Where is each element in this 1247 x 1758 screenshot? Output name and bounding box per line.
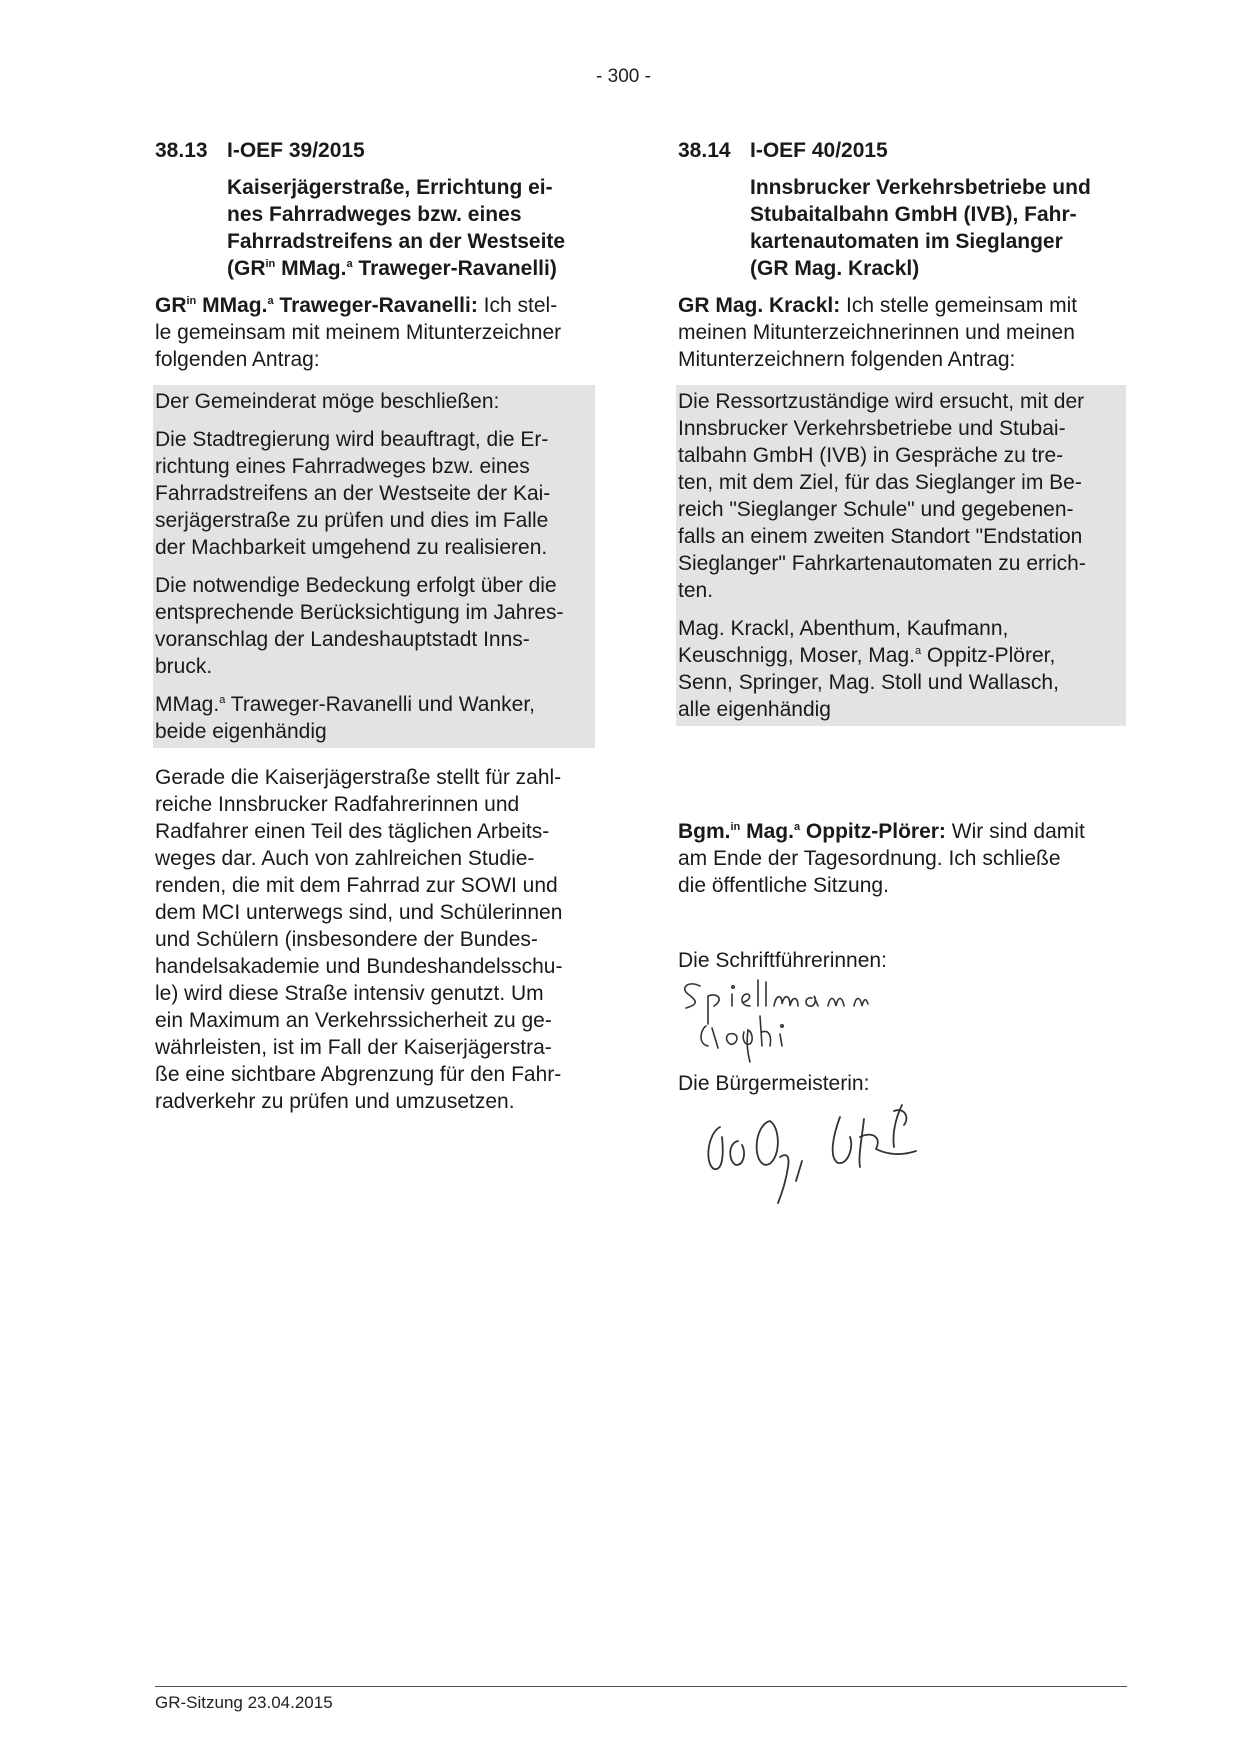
secretaries-signatures <box>678 974 978 1066</box>
left-column <box>155 138 595 1115</box>
footer-session-date: GR-Sitzung 23.04.2015 <box>155 1693 333 1712</box>
motion-signers: Mag. Krackl, Abenthum, Kaufmann, Keuschnigg, Moser, Mag.$^a$ Oppitz-Plörer, Senn, Springer, Mag. Stoll und Wallasch, alle eigenhändig <box>678 617 1059 721</box>
agenda-item-code: I-OEF 40/2015 <box>750 139 888 162</box>
agenda-item-number: 38.14 <box>678 139 731 162</box>
motion-intro: $GR^{in}$ MMag.$^a$ Traweger-Ravanelli: Ich stel- le gemeinsam mit meinem Mitunterzeichner folgenden Antrag: <box>155 294 562 371</box>
motion-rationale: Gerade die Kaiserjägerstraße stellt für zahl- reiche Innsbrucker Radfahrerinnen und Radfahrer einen Teil des täglichen Arbeits- weges dar. Auch von zahlreichen Studie- renden, die mit dem Fahrrad zur SOWI und dem MCI unterwegs sind, und Schülerinnen und Schülern (insbesondere der Bundes- handelsakademie und Bundeshandelsschu- le) wird diese Straße intensiv genutzt. Um ein Maximum an Verkehrssicherheit zu ge- währleisten, ist im Fall der Kaiserjägerstra- ße eine sichtbare Abgrenzung für den Fahr- radverkehr zu prüfen und umzusetzen. <box>155 766 563 1113</box>
motion-intro: GR Mag. Krackl: Ich stelle gemeinsam mit meinen Mitunterzeichnerinnen und meinen Mitunterzeichnern folgenden Antrag: <box>678 294 1078 371</box>
right-column <box>678 138 1126 1217</box>
agenda-item-heading <box>678 138 1126 164</box>
mayor-signature <box>678 1097 998 1217</box>
title-line: kartenautomaten im Sieglanger <box>750 230 1063 253</box>
motion-resolution: Der Gemeinderat möge beschließen: <box>155 390 500 413</box>
motion-box <box>676 385 1126 726</box>
closing-statement: Bgm.$^{in}$ Mag.$^a$ Oppitz-Plörer: Wir sind damit am Ende der Tagesordnung. Ich schließe die öffentliche Sitzung. <box>678 820 1085 897</box>
motion-box <box>153 385 595 748</box>
page-number: - 300 - <box>596 66 651 87</box>
title-line: Innsbrucker Verkehrsbetriebe und <box>750 176 1091 199</box>
agenda-item-code: I-OEF 39/2015 <box>227 139 365 162</box>
title-line: Stubaitalbahn GmbH (IVB), Fahr- <box>750 203 1077 226</box>
agenda-item-heading <box>155 138 595 164</box>
title-line: nes Fahrradweges bzw. eines <box>227 203 522 226</box>
agenda-item-title <box>227 174 595 282</box>
secretaries-label: Die Schriftführerinnen: <box>678 949 887 972</box>
motion-text: Die Stadtregierung wird beauftragt, die Er- richtung eines Fahrradweges bzw. eines Fahrradstreifens an der Westseite der Kai- serjägerstraße zu prüfen und dies im Falle der Machbarkeit umgehend zu realisieren. <box>155 428 551 559</box>
motion-funding: Die notwendige Bedeckung erfolgt über die entsprechende Berücksichtigung im Jahres- voranschlag der Landeshauptstadt Inns- bruck. <box>155 574 564 678</box>
mayor-label: Die Bürgermeisterin: <box>678 1072 870 1095</box>
agenda-item-title <box>750 174 1126 282</box>
agenda-item-number: 38.13 <box>155 139 208 162</box>
footer-divider <box>155 1686 1127 1687</box>
title-line: Fahrradstreifens an der Westseite <box>227 230 566 253</box>
title-line: (GR Mag. Krackl) <box>750 257 920 280</box>
title-line: Kaiserjägerstraße, Errichtung ei- <box>227 176 553 199</box>
motion-signers: MMag.$^a$ Traweger-Ravanelli und Wanker, beide eigenhändig <box>155 693 536 743</box>
motion-text: Die Ressortzuständige wird ersucht, mit der Innsbrucker Verkehrsbetriebe und Stubai- talbahn GmbH (IVB) in Gespräche zu tre- ten, mit dem Ziel, für das Sieglanger im Be- reich "Sieglanger Schule" und gegebenen- falls an einem zweiten Standort "Endstation Sieglanger" Fahrkartenautomaten zu errich- ten. <box>678 390 1086 602</box>
title-line: ($GR^{in}$ MMag.$^a$ Traweger-Ravanelli) <box>227 257 557 280</box>
